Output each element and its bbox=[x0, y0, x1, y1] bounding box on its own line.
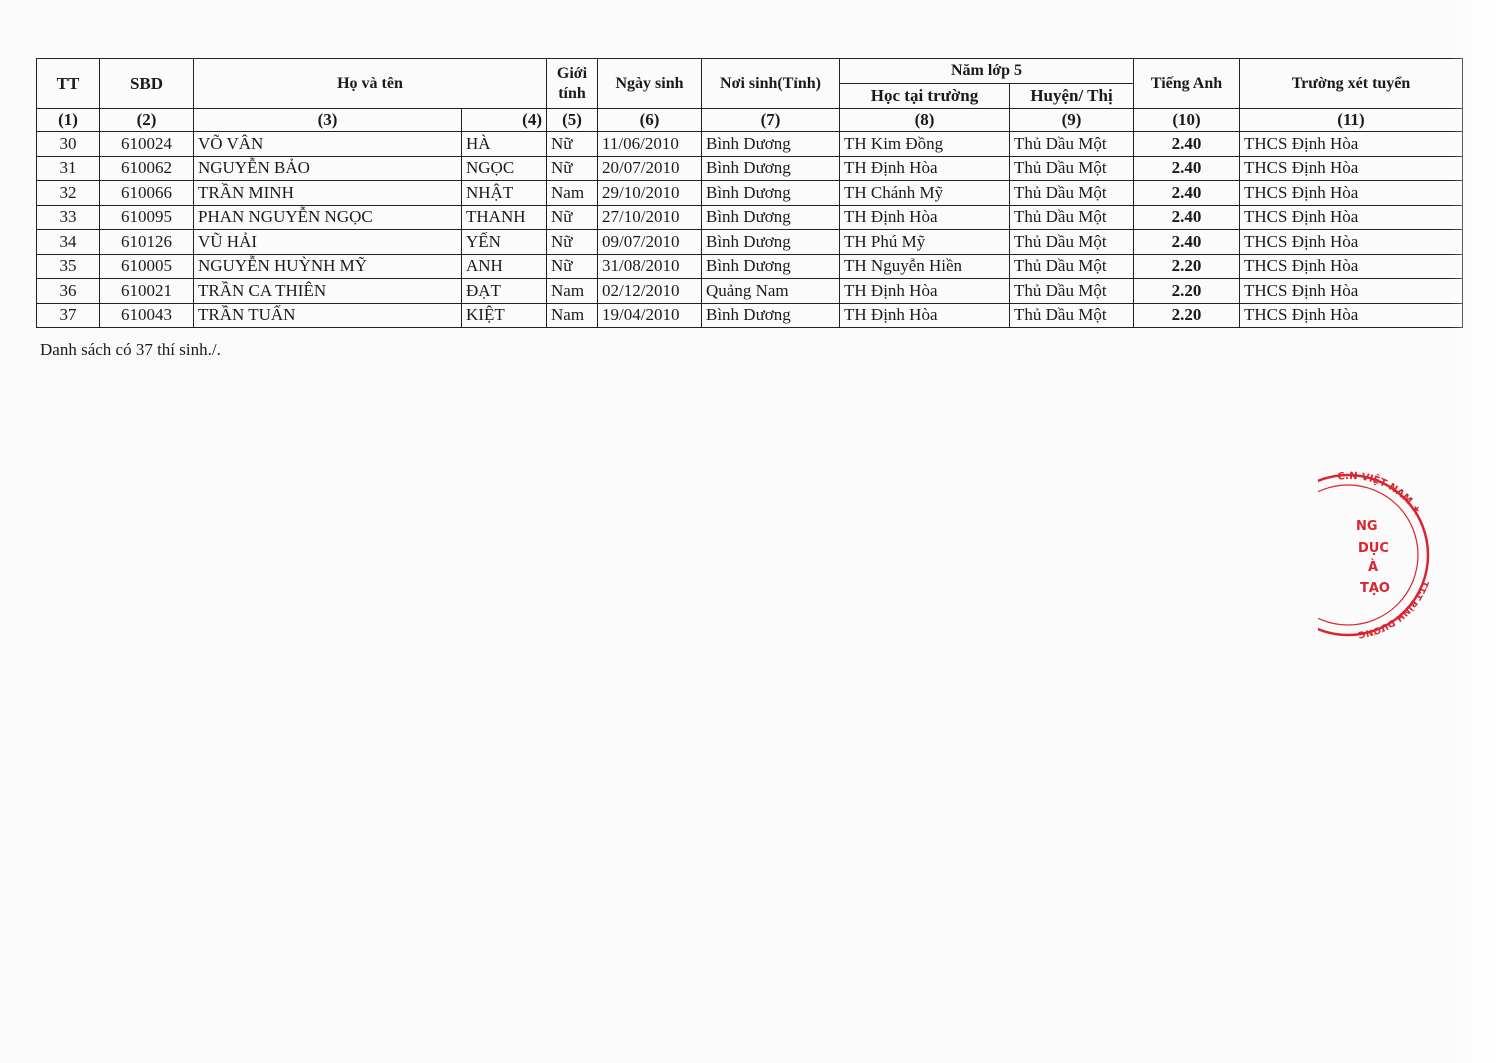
official-seal-icon bbox=[1318, 470, 1438, 640]
cell-truong: TH Kim Đồng bbox=[840, 132, 1010, 157]
cell-sbd: 610005 bbox=[100, 254, 194, 279]
cell-tt: 34 bbox=[37, 230, 100, 255]
cell-ten: NHẬT bbox=[462, 181, 547, 206]
cell-ngay-sinh: 27/10/2010 bbox=[598, 205, 702, 230]
cell-ho: PHAN NGUYỄN NGỌC bbox=[194, 205, 462, 230]
cell-noi-sinh: Bình Dương bbox=[702, 181, 840, 206]
cell-xet-tuyen: THCS Định Hòa bbox=[1240, 205, 1463, 230]
column-number: (2) bbox=[100, 109, 194, 132]
cell-tt: 36 bbox=[37, 279, 100, 304]
table-row bbox=[37, 205, 1463, 230]
cell-ngay-sinh: 19/04/2010 bbox=[598, 303, 702, 328]
svg-text:NG: NG bbox=[1356, 519, 1378, 534]
cell-tt: 33 bbox=[37, 205, 100, 230]
svg-text:À: À bbox=[1368, 560, 1379, 575]
cell-ten: ĐẠT bbox=[462, 279, 547, 304]
header-tt: TT bbox=[37, 59, 100, 109]
cell-huyen: Thủ Dầu Một bbox=[1010, 156, 1134, 181]
cell-tieng-anh: 2.40 bbox=[1134, 156, 1240, 181]
cell-ho: NGUYỄN BẢO bbox=[194, 156, 462, 181]
cell-ho: NGUYỄN HUỲNH MỸ bbox=[194, 254, 462, 279]
candidate-count-note: Danh sách có 37 thí sinh./. bbox=[40, 340, 221, 359]
cell-xet-tuyen: THCS Định Hòa bbox=[1240, 303, 1463, 328]
cell-tt: 30 bbox=[37, 132, 100, 157]
header-huyen-thi: Huyện/ Thị bbox=[1010, 84, 1134, 109]
header-hoc-tai-truong: Học tại trường bbox=[840, 84, 1010, 109]
column-number: (7) bbox=[702, 109, 840, 132]
column-number: (6) bbox=[598, 109, 702, 132]
cell-tieng-anh: 2.20 bbox=[1134, 279, 1240, 304]
cell-huyen: Thủ Dầu Một bbox=[1010, 230, 1134, 255]
cell-noi-sinh: Bình Dương bbox=[702, 156, 840, 181]
cell-noi-sinh: Bình Dương bbox=[702, 205, 840, 230]
cell-ngay-sinh: 20/07/2010 bbox=[598, 156, 702, 181]
cell-huyen: Thủ Dầu Một bbox=[1010, 279, 1134, 304]
cell-tieng-anh: 2.20 bbox=[1134, 254, 1240, 279]
cell-sbd: 610062 bbox=[100, 156, 194, 181]
column-number: (4) bbox=[462, 109, 547, 132]
cell-ho: VŨ HẢI bbox=[194, 230, 462, 255]
cell-ten: KIỆT bbox=[462, 303, 547, 328]
cell-truong: TH Phú Mỹ bbox=[840, 230, 1010, 255]
candidate-table bbox=[36, 58, 1463, 328]
cell-huyen: Thủ Dầu Một bbox=[1010, 303, 1134, 328]
cell-ngay-sinh: 29/10/2010 bbox=[598, 181, 702, 206]
header-ho-ten: Họ và tên bbox=[194, 59, 547, 109]
cell-huyen: Thủ Dầu Một bbox=[1010, 205, 1134, 230]
cell-tieng-anh: 2.20 bbox=[1134, 303, 1240, 328]
cell-ngay-sinh: 02/12/2010 bbox=[598, 279, 702, 304]
cell-tieng-anh: 2.40 bbox=[1134, 205, 1240, 230]
svg-text:DỤC: DỤC bbox=[1358, 541, 1389, 556]
cell-sbd: 610126 bbox=[100, 230, 194, 255]
cell-tt: 31 bbox=[37, 156, 100, 181]
column-number: (3) bbox=[194, 109, 462, 132]
cell-huyen: Thủ Dầu Một bbox=[1010, 254, 1134, 279]
cell-tieng-anh: 2.40 bbox=[1134, 181, 1240, 206]
column-number: (5) bbox=[547, 109, 598, 132]
cell-huyen: Thủ Dầu Một bbox=[1010, 181, 1134, 206]
cell-ten: THANH bbox=[462, 205, 547, 230]
cell-ngay-sinh: 31/08/2010 bbox=[598, 254, 702, 279]
cell-noi-sinh: Quảng Nam bbox=[702, 279, 840, 304]
header-nam-lop-5: Năm lớp 5 bbox=[840, 59, 1134, 84]
cell-truong: TH Định Hòa bbox=[840, 205, 1010, 230]
header-truong-xet-tuyen: Trường xét tuyển bbox=[1240, 59, 1463, 109]
cell-gioi-tinh: Nữ bbox=[547, 132, 598, 157]
cell-huyen: Thủ Dầu Một bbox=[1010, 132, 1134, 157]
cell-noi-sinh: Bình Dương bbox=[702, 132, 840, 157]
cell-noi-sinh: Bình Dương bbox=[702, 230, 840, 255]
cell-gioi-tinh: Nữ bbox=[547, 156, 598, 181]
cell-sbd: 610095 bbox=[100, 205, 194, 230]
svg-text:TT-T.BÌNH DƯƠNG: TT-T.BÌNH DƯƠNG bbox=[1357, 578, 1430, 640]
table-row bbox=[37, 132, 1463, 157]
cell-gioi-tinh: Nam bbox=[547, 279, 598, 304]
cell-tt: 32 bbox=[37, 181, 100, 206]
cell-tt: 37 bbox=[37, 303, 100, 328]
header-gioi-tinh: Giới tính bbox=[547, 59, 598, 109]
column-number: (10) bbox=[1134, 109, 1240, 132]
cell-tieng-anh: 2.40 bbox=[1134, 230, 1240, 255]
cell-gioi-tinh: Nam bbox=[547, 181, 598, 206]
cell-sbd: 610021 bbox=[100, 279, 194, 304]
svg-text:TẠO: TẠO bbox=[1360, 581, 1390, 596]
cell-gioi-tinh: Nam bbox=[547, 303, 598, 328]
cell-ho: TRẦN MINH bbox=[194, 181, 462, 206]
svg-text:C.N VIỆT NAM ★: C.N VIỆT NAM ★ bbox=[1336, 470, 1423, 517]
cell-gioi-tinh: Nữ bbox=[547, 254, 598, 279]
header-noi-sinh: Nơi sinh(Tỉnh) bbox=[702, 59, 840, 109]
cell-tieng-anh: 2.40 bbox=[1134, 132, 1240, 157]
column-number: (8) bbox=[840, 109, 1010, 132]
header-ngay-sinh: Ngày sinh bbox=[598, 59, 702, 109]
cell-ten: NGỌC bbox=[462, 156, 547, 181]
cell-ten: ANH bbox=[462, 254, 547, 279]
cell-xet-tuyen: THCS Định Hòa bbox=[1240, 230, 1463, 255]
cell-gioi-tinh: Nữ bbox=[547, 230, 598, 255]
column-number: (9) bbox=[1010, 109, 1134, 132]
cell-xet-tuyen: THCS Định Hòa bbox=[1240, 254, 1463, 279]
table-row bbox=[37, 254, 1463, 279]
page-edge bbox=[1450, 0, 1500, 1063]
cell-sbd: 610043 bbox=[100, 303, 194, 328]
cell-noi-sinh: Bình Dương bbox=[702, 254, 840, 279]
cell-sbd: 610024 bbox=[100, 132, 194, 157]
cell-ho: TRẦN CA THIÊN bbox=[194, 279, 462, 304]
cell-tt: 35 bbox=[37, 254, 100, 279]
cell-truong: TH Nguyễn Hiền bbox=[840, 254, 1010, 279]
header-sbd: SBD bbox=[100, 59, 194, 109]
table-row bbox=[37, 230, 1463, 255]
table-row bbox=[37, 181, 1463, 206]
cell-ngay-sinh: 11/06/2010 bbox=[598, 132, 702, 157]
cell-truong: TH Định Hòa bbox=[840, 303, 1010, 328]
cell-noi-sinh: Bình Dương bbox=[702, 303, 840, 328]
cell-truong: TH Định Hòa bbox=[840, 156, 1010, 181]
column-number: (11) bbox=[1240, 109, 1463, 132]
cell-xet-tuyen: THCS Định Hòa bbox=[1240, 181, 1463, 206]
header-tieng-anh: Tiếng Anh bbox=[1134, 59, 1240, 109]
cell-ho: VÕ VÂN bbox=[194, 132, 462, 157]
cell-ho: TRẦN TUẤN bbox=[194, 303, 462, 328]
column-number: (1) bbox=[37, 109, 100, 132]
cell-truong: TH Định Hòa bbox=[840, 279, 1010, 304]
cell-xet-tuyen: THCS Định Hòa bbox=[1240, 132, 1463, 157]
cell-ngay-sinh: 09/07/2010 bbox=[598, 230, 702, 255]
cell-truong: TH Chánh Mỹ bbox=[840, 181, 1010, 206]
cell-xet-tuyen: THCS Định Hòa bbox=[1240, 156, 1463, 181]
cell-gioi-tinh: Nữ bbox=[547, 205, 598, 230]
cell-xet-tuyen: THCS Định Hòa bbox=[1240, 279, 1463, 304]
table-row bbox=[37, 279, 1463, 304]
cell-ten: YẾN bbox=[462, 230, 547, 255]
table-row bbox=[37, 156, 1463, 181]
cell-ten: HÀ bbox=[462, 132, 547, 157]
table-row bbox=[37, 303, 1463, 328]
cell-sbd: 610066 bbox=[100, 181, 194, 206]
